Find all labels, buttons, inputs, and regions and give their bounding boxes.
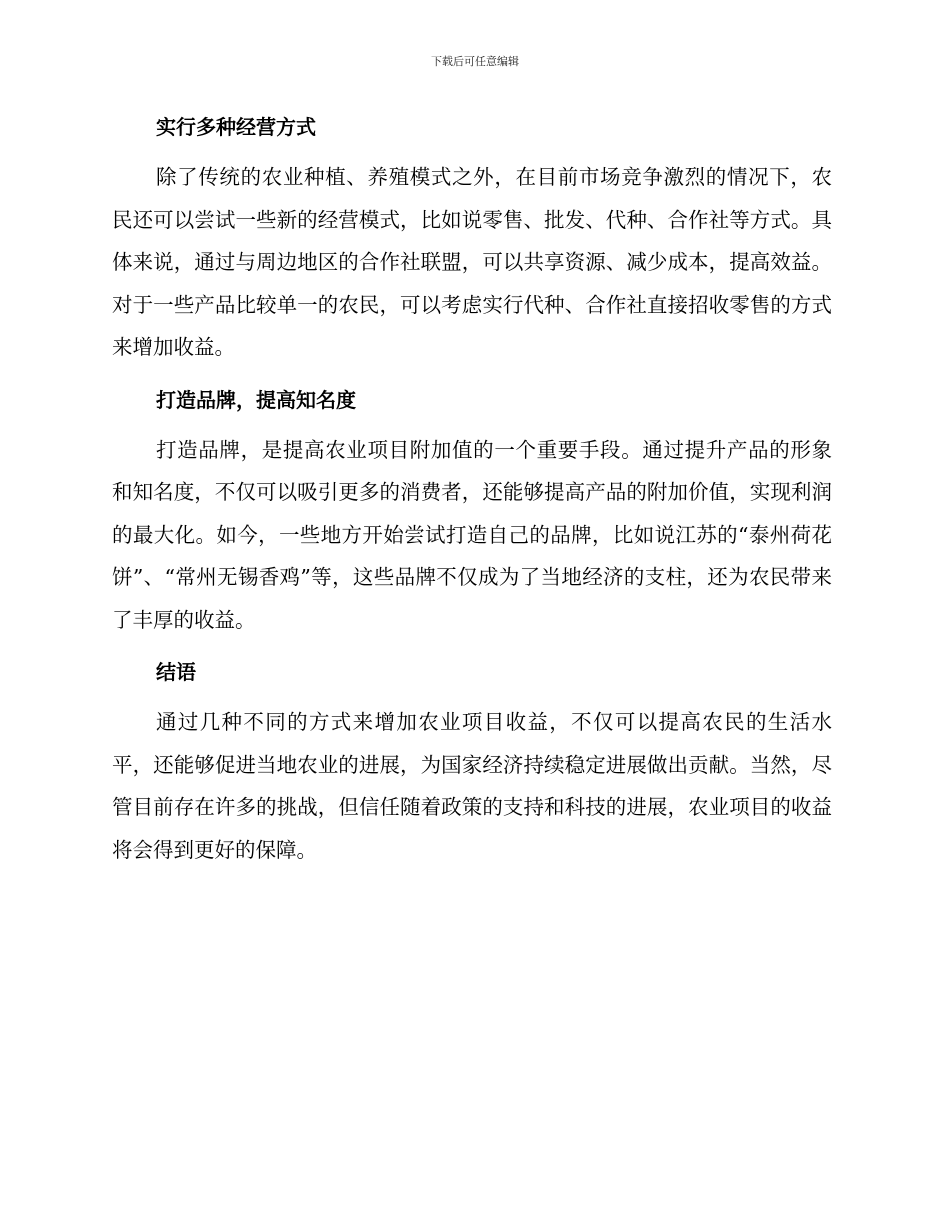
section-title-diversified-operation: 实行多种经营方式	[156, 115, 316, 139]
header-note: 下载后可任意编辑	[431, 55, 519, 68]
document-body	[112, 110, 832, 885]
section-paragraph-diversified-operation: 除了传统的农业种植、养殖模式之外，在目前市场竞争激烈的情况下，农民还可以尝试一些新的经营模式，比如说零售、批发、代种、合作社等方式。具体来说，通过与周边地区的合作社联盟，可以共享资源、减少成本，提高效益。对于一些产品比较单一的农民，可以考虑实行代种、合作社直接招收零售的方式来增加收益。	[112, 165, 832, 359]
section-paragraph-conclusion: 通过几种不同的方式来增加农业项目收益，不仅可以提高农民的生活水平，还能够促进当地农业的进展，为国家经济持续稳定进展做出贡献。当然，尽管目前存在许多的挑战，但信任随着政策的支持和科技的进展，农业项目的收益将会得到更好的保障。	[112, 710, 832, 862]
section-title-conclusion: 结语	[156, 660, 196, 684]
section-title-branding: 打造品牌，提高知名度	[156, 387, 356, 412]
section-paragraph-branding: 打造品牌，是提高农业项目附加值的一个重要手段。通过提升产品的形象和知名度，不仅可以吸引更多的消费者，还能够提高产品的附加价值，实现利润的最大化。如今，一些地方开始尝试打造自己的品牌，比如说江苏的“泰州荷花饼”、“常州无锡香鸡”等，这些品牌不仅成为了当地经济的支柱，还为农民带来了丰厚的收益。	[112, 437, 832, 632]
